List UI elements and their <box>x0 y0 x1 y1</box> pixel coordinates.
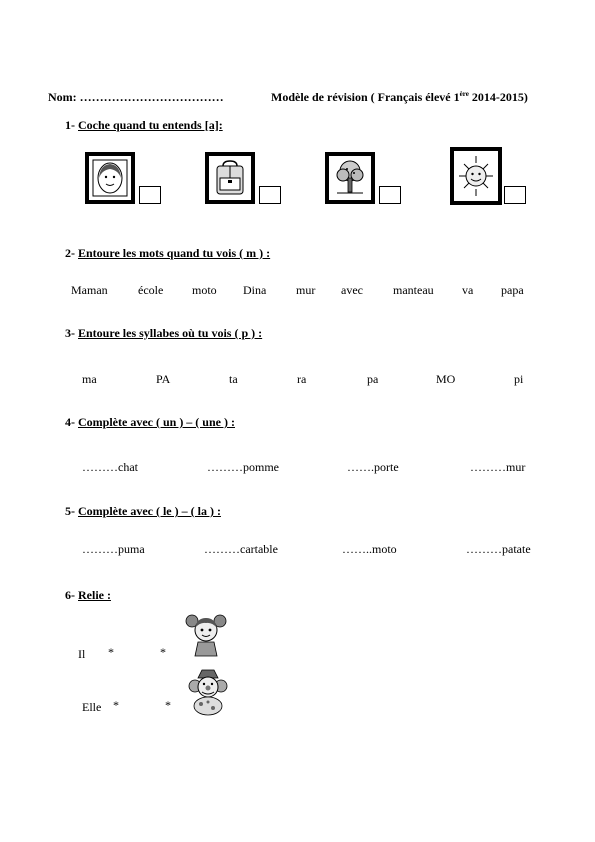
girl-pigtails-icon <box>184 612 228 658</box>
word-manteau[interactable]: manteau <box>393 283 434 297</box>
match-dot-elle-right[interactable]: * <box>165 698 171 712</box>
word-maman[interactable]: Maman <box>71 283 108 297</box>
word-moto[interactable]: moto <box>192 283 217 297</box>
syllable-ta[interactable]: ta <box>229 372 238 386</box>
checkbox-tree[interactable] <box>379 186 401 204</box>
section-4-heading <box>65 415 235 430</box>
school-bag-icon <box>209 156 251 200</box>
checkbox-sun[interactable] <box>504 186 526 204</box>
sun-icon <box>454 151 498 201</box>
worksheet-title-year: 2014-2015) <box>468 90 528 104</box>
match-label-il: Il <box>78 647 86 661</box>
syllable-ra[interactable]: ra <box>297 372 307 386</box>
fill-item-moto[interactable]: ……..moto <box>342 542 397 556</box>
section-6-heading <box>65 588 111 603</box>
section-3-number: 3- <box>65 326 75 340</box>
section-5-title: Complète avec ( le ) – ( la ) : <box>78 504 221 518</box>
section-1-heading <box>65 118 223 133</box>
section-5-heading <box>65 504 221 519</box>
section-6-title: Relie : <box>78 588 111 602</box>
match-dot-il-right[interactable]: * <box>160 645 166 659</box>
section-2-title: Entoure les mots quand tu vois ( m ) : <box>78 246 271 260</box>
word-dina[interactable]: Dina <box>243 283 267 297</box>
section-1-title: Coche quand tu entends [a]: <box>78 118 223 132</box>
sun-picture <box>450 147 502 205</box>
word-va[interactable]: va <box>462 283 474 297</box>
section-2-heading <box>65 246 270 261</box>
word-avec[interactable]: avec <box>341 283 363 297</box>
section-3-heading <box>65 326 262 341</box>
syllable-mo-upper[interactable]: MO <box>436 372 456 386</box>
fill-item-chat[interactable]: ………chat <box>82 460 138 474</box>
fill-item-puma[interactable]: ………puma <box>82 542 145 556</box>
girl-face-picture <box>85 152 135 204</box>
match-dot-elle-left[interactable]: * <box>113 698 119 712</box>
section-3-title: Entoure les syllabes où tu vois ( p ) : <box>78 326 263 340</box>
name-field-label: Nom: ……………………………… <box>48 90 224 104</box>
fill-item-pomme[interactable]: ………pomme <box>207 460 279 474</box>
worksheet-title-sup: ère <box>459 90 469 98</box>
word-ecole[interactable]: école <box>138 283 164 297</box>
checkbox-school-bag[interactable] <box>259 186 281 204</box>
checkbox-girl-face[interactable] <box>139 186 161 204</box>
section-1-number: 1- <box>65 118 75 132</box>
section-4-title: Complète avec ( un ) – ( une ) : <box>78 415 235 429</box>
section-6-number: 6- <box>65 588 75 602</box>
tree-icon <box>329 156 371 200</box>
match-dot-il-left[interactable]: * <box>108 645 114 659</box>
worksheet-title-text: Modèle de révision ( Français élevé 1 <box>271 90 460 104</box>
clown-icon <box>186 666 230 716</box>
syllable-ma[interactable]: ma <box>82 372 97 386</box>
word-mur[interactable]: mur <box>296 283 316 297</box>
match-label-elle: Elle <box>82 700 102 714</box>
school-bag-picture <box>205 152 255 204</box>
section-2-number: 2- <box>65 246 75 260</box>
clown-picture <box>186 666 230 716</box>
fill-item-mur[interactable]: ………mur <box>470 460 526 474</box>
word-papa[interactable]: papa <box>501 283 524 297</box>
girl-pigtails-picture <box>184 612 228 658</box>
fill-item-patate[interactable]: ………patate <box>466 542 531 556</box>
syllable-pa[interactable]: pa <box>367 372 379 386</box>
syllable-pa-upper[interactable]: PA <box>156 372 171 386</box>
worksheet-title <box>271 90 528 105</box>
tree-picture <box>325 152 375 204</box>
fill-item-porte[interactable]: …….porte <box>347 460 399 474</box>
girl-face-icon <box>89 156 131 200</box>
fill-item-cartable[interactable]: ………cartable <box>204 542 278 556</box>
section-5-number: 5- <box>65 504 75 518</box>
section-4-number: 4- <box>65 415 75 429</box>
syllable-pi[interactable]: pi <box>514 372 524 386</box>
